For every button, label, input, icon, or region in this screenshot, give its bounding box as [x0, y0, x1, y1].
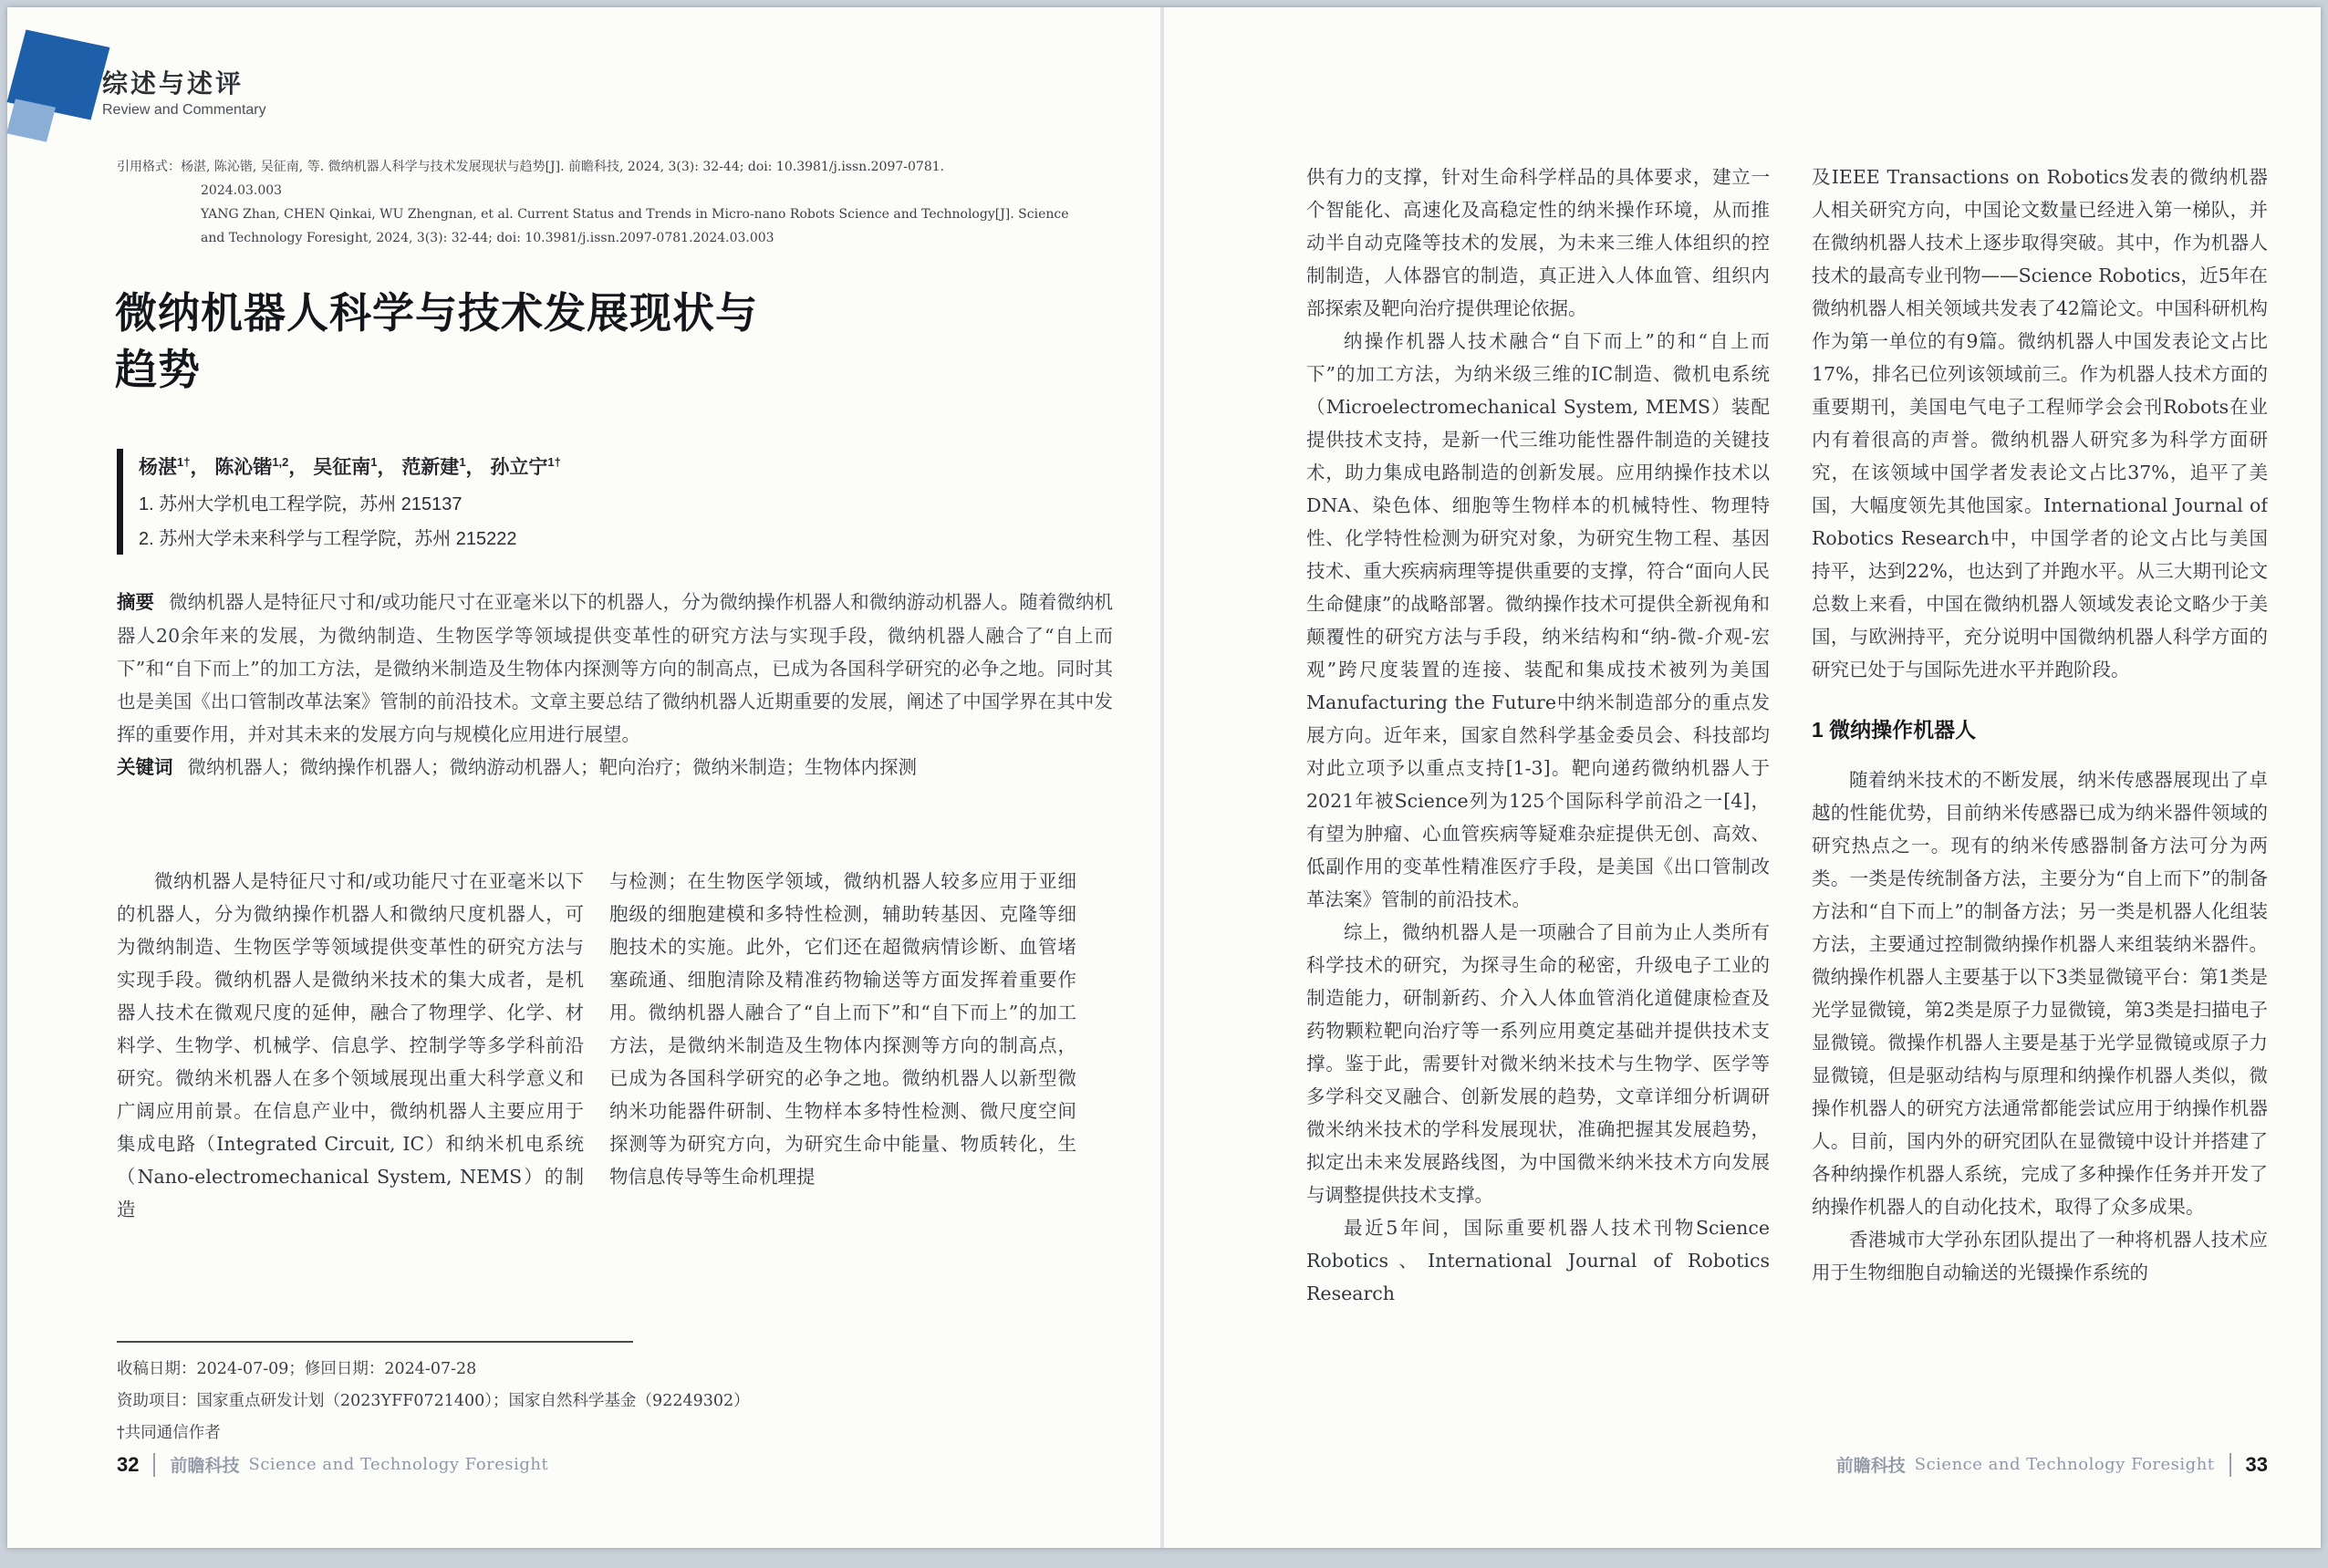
journal-name-zh: 前瞻科技: [1835, 1456, 1906, 1476]
article-title: [115, 285, 1082, 398]
footnote-rule: [117, 1341, 633, 1343]
citation-block: [117, 155, 1120, 250]
author-name: 陈沁锴$^{1,2}$，: [214, 455, 308, 478]
authors-accent-bar: [117, 449, 123, 555]
footnote-received-date: 收稿日期：2024-07-09；修回日期：2024-07-28: [117, 1360, 477, 1378]
abstract-text: 微纳机器人是特征尺寸和/或功能尺寸在亚毫米以下的机器人，分为微纳操作机器人和微纳游动机器人。随着微纳机器人20余年来的发展，为微纳制造、生物医学等领域提供变革性的研究方法与实现手段，微纳机器人融合了“自上而下”和“自下而上”的加工方法，是微纳米制造及生物体内探测等方向的制高点，已成为各国科学研究的必争之地。同时其也是美国《出口管制改革法案》管制的前沿技术。文章主要总结了微纳机器人近期重要的发展，阐述了中国学界在其中发挥的重要作用，并对其未来的发展方向与规模化应用进行展望。: [117, 591, 1114, 745]
footnote-funding: 资助项目：国家重点研发计划（2023YFF0721400）；国家自然科学基金（92249302）: [117, 1392, 750, 1410]
citation-en-line1: YANG Zhan, CHEN Qinkai, WU Zhengnan, et al. Current Status and Trends in Micro-nano Robots Science and Technology[J]. Science: [201, 207, 1069, 222]
body-paragraph: 微纳机器人是特征尺寸和/或功能尺寸在亚毫米以下的机器人，分为微纳操作机器人和微纳尺度机器人，可为微纳制造、生物医学等领域提供变革性的研究方法与实现手段。微纳机器人是微纳米技术的集大成者，是机器人技术在微观尺度的延伸，融合了物理学、化学、材料学、生物学、机械学、信息学、控制学等多学科前沿研究。微纳米机器人在多个领域展现出重大科学意义和广阔应用前景。在信息产业中，微纳机器人主要应用于集成电路（Integrated Circuit, IC）和纳米机电系统（Nano-electromechanical System, NEMS）的制造: [117, 870, 584, 1220]
body-paragraph: 供有力的支撑，针对生命科学样品的具体要求，建立一个智能化、高速化及高稳定性的纳米操作环境，从而推动半自动克隆等技术的发展，为未来三维人体组织的控制制造，人体器官的制造，真正进入人体血管、组织内部探索及靶向治疗提供理论依据。: [1306, 166, 1770, 319]
author-name: 范新建$^1$，: [401, 455, 485, 478]
section-label-zh: 综述与述评: [102, 69, 244, 98]
affiliation-2: 2. 苏州大学未来科学与工程学院，苏州 215222: [139, 529, 517, 549]
keywords-paragraph: [117, 751, 1113, 784]
citation-zh-line2: 2024.03.003: [201, 183, 283, 198]
body-column-right: [1812, 161, 2268, 1529]
body-paragraph: 随着纳米技术的不断发展，纳米传感器展现出了卓越的性能优势，目前纳米传感器已成为纳米器件领域的研究热点之一。现有的纳米传感器制备方法可分为两类。一类是传统制备方法，主要分为“自上而下”的制备方法和“自下而上”的制备方法；另一类是机器人化组装方法，主要通过控制微纳操作机器人来组装纳米器件。微纳操作机器人主要基于以下3类显微镜平台：第1类是光学显微镜，第2类是原子力显微镜，第3类是扫描电子显微镜。微操作机器人主要是基于光学显微镜或原子力显微镜，但是驱动结构与原理和纳操作机器人类似，微操作机器人的研究方法通常都能尝试应用于纳操作机器人。目前，国内外的研究团队在显微镜中设计并搭建了各种纳操作机器人系统，完成了多种操作任务并开发了纳操作机器人的自动化技术，取得了众多成果。: [1812, 769, 2268, 1218]
footnote-corresponding-author: †共同通信作者: [117, 1424, 221, 1442]
journal-name-en: Science and Technology Foresight: [1914, 1455, 2215, 1474]
logo-light-parallelogram-icon: [6, 99, 56, 141]
body-paragraph: 与检测；在生物医学领域，微纳机器人较多应用于亚细胞级的细胞建模和多特性检测，辅助转基因、克隆等细胞技术的实施。此外，它们还在超微病情诊断、血管堵塞疏通、细胞清除及精准药物输送等方面发挥着重要作用。微纳机器人融合了“自上而下”和“自下而上”的加工方法，是微纳米制造及生物体内探测等方向的制高点，已成为各国科学研究的必争之地。微纳机器人以新型微纳米功能器件研制、生物样本多特性检测、微尺度空间探测等为研究方向，为研究生命中能量、物质转化，生物信息传导等生命机理提: [609, 870, 1076, 1188]
page-footer-right: [1836, 1452, 2268, 1477]
citation-zh-line1: [117, 155, 1120, 179]
journal-name-zh: 前瞻科技: [170, 1456, 240, 1476]
keywords-label: 关键词: [117, 757, 173, 778]
author-name: 吴征南$^1$，: [313, 455, 397, 478]
article-title-line2: 趋势: [115, 346, 201, 393]
footer-divider: [2229, 1453, 2231, 1477]
journal-name-en: Science and Technology Foresight: [248, 1455, 549, 1474]
abstract-paragraph: [117, 586, 1113, 751]
footer-divider: [153, 1453, 155, 1477]
body-column-right: [609, 865, 1076, 1321]
page-footer-left: [117, 1452, 548, 1477]
section-label-en: Review and Commentary: [102, 102, 266, 118]
footnotes-block: [117, 1354, 1011, 1449]
abstract-section: [117, 586, 1113, 784]
abstract-label: 摘要: [117, 592, 155, 613]
author-name: 杨湛$^{1\dagger}$，: [139, 455, 210, 478]
citation-label: 引用格式：: [117, 160, 181, 174]
article-title-line1: 微纳机器人科学与技术发展现状与: [115, 289, 758, 337]
citation-zh-text: 杨湛, 陈沁锴, 吴征南, 等. 微纳机器人科学与技术发展现状与趋势[J]. 前瞻科技, 2024, 3(3): 32-44; doi: 10.3981/j.issn.2097-0781.: [181, 160, 945, 174]
author-name: 孙立宁$^{1\dagger}$: [490, 455, 561, 478]
authors-block: [139, 443, 1014, 556]
page-number: 33: [2245, 1452, 2268, 1476]
body-paragraph: 纳操作机器人技术融合“自下而上”的和“自上而下”的加工方法，为纳米级三维的IC制造、微机电系统（Microelectromechanical System, MEMS）装配提供技术支持，是新一代三维功能性器件制造的关键技术，助力集成电路制造的创新发展。应用纳操作技术以DNA、染色体、细胞等生物样本的机械特性、物理特性、化学特性检测为研究对象，为研究生物工程、基因技术、重大疾病病理等提供重要的支撑，符合“面向人民生命健康”的战略部署。微纳操作技术可提供全新视角和颠覆性的研究方法与手段，纳米结构和“纳-微-介观-宏观”跨尺度装置的连接、装配和集成技术被列为美国Manufacturing the Future中纳米制造部分的重点发展方向。近年来，国家自然科学基金委员会、科技部均对此立项予以重点支持[1-3]。靶向递药微纳机器人于2021年被Science列为125个国际科学前沿之一[4]，有望为肿瘤、心血管疾病等疑难杂症提供无创、高效、低副作用的变革性精准医疗手段，是美国《出口管制改革法案》管制的前沿技术。: [1306, 330, 1770, 910]
body-column-left: [117, 865, 584, 1321]
keywords-text: 微纳机器人；微纳操作机器人；微纳游动机器人；靶向治疗；微纳米制造；生物体内探测: [187, 756, 917, 778]
citation-en-line2: and Technology Foresight, 2024, 3(3): 32-44; doi: 10.3981/j.issn.2097-0781.2024.03.003: [201, 231, 774, 245]
body-paragraph: 综上，微纳机器人是一项融合了目前为止人类所有科学技术的研究，为探寻生命的秘密，升级电子工业的制造能力，研制新药、介入人体血管消化道健康检查及药物颗粒靶向治疗等一系列应用奠定基础并提供技术支撑。鉴于此，需要针对微米纳米技术与生物学、医学等多学科交叉融合、创新发展的趋势，文章详细分析调研微米纳米技术的学科发展现状，准确把握其发展趋势，拟定出未来发展路线图，为中国微米纳米技术方向发展与调整提供技术支撑。: [1306, 921, 1770, 1206]
body-paragraph: 香港城市大学孙东团队提出了一种将机器人技术应用于生物细胞自动输送的光镊操作系统的: [1812, 1229, 2268, 1283]
page-number: 32: [117, 1452, 140, 1476]
page-gutter-divider: [1160, 7, 1164, 1548]
body-paragraph: 最近5年间，国际重要机器人技术刊物Science Robotics、International Journal of Robotics Research: [1306, 1217, 1770, 1304]
affiliation-1: 1. 苏州大学机电工程学院，苏州 215137: [139, 494, 462, 514]
authors-line: [139, 443, 1014, 487]
body-column-left: [1306, 161, 1770, 1529]
body-paragraph: 及IEEE Transactions on Robotics发表的微纳机器人相关研究方向，中国论文数量已经进入第一梯队，并在微纳机器人技术上逐步取得突破。其中，作为机器人技术的最高专业刊物——Science Robotics，近5年在微纳机器人相关领域共发表了42篇论文。中国科研机构作为第一单位的有9篇。微纳机器人中国发表论文占比17%，排名已位列该领域前三。作为机器人技术方面的重要期刊，美国电气电子工程师学会会刊Robots在业内有着很高的声誉。微纳机器人研究多为科学方面研究，在该领域中国学者发表论文占比37%，追平了美国，大幅度领先其他国家。International Journal of Robotics Research中，中国学者的论文占比与美国持平，达到22%，也达到了并跑水平。从三大期刊论文总数上来看，中国在微纳机器人领域发表论文略少于美国，与欧洲持平，充分说明中国微纳机器人科学方面的研究已处于与国际先进水平并跑阶段。: [1812, 166, 2268, 680]
section-heading-1: 1 微纳操作机器人: [1812, 718, 1977, 742]
